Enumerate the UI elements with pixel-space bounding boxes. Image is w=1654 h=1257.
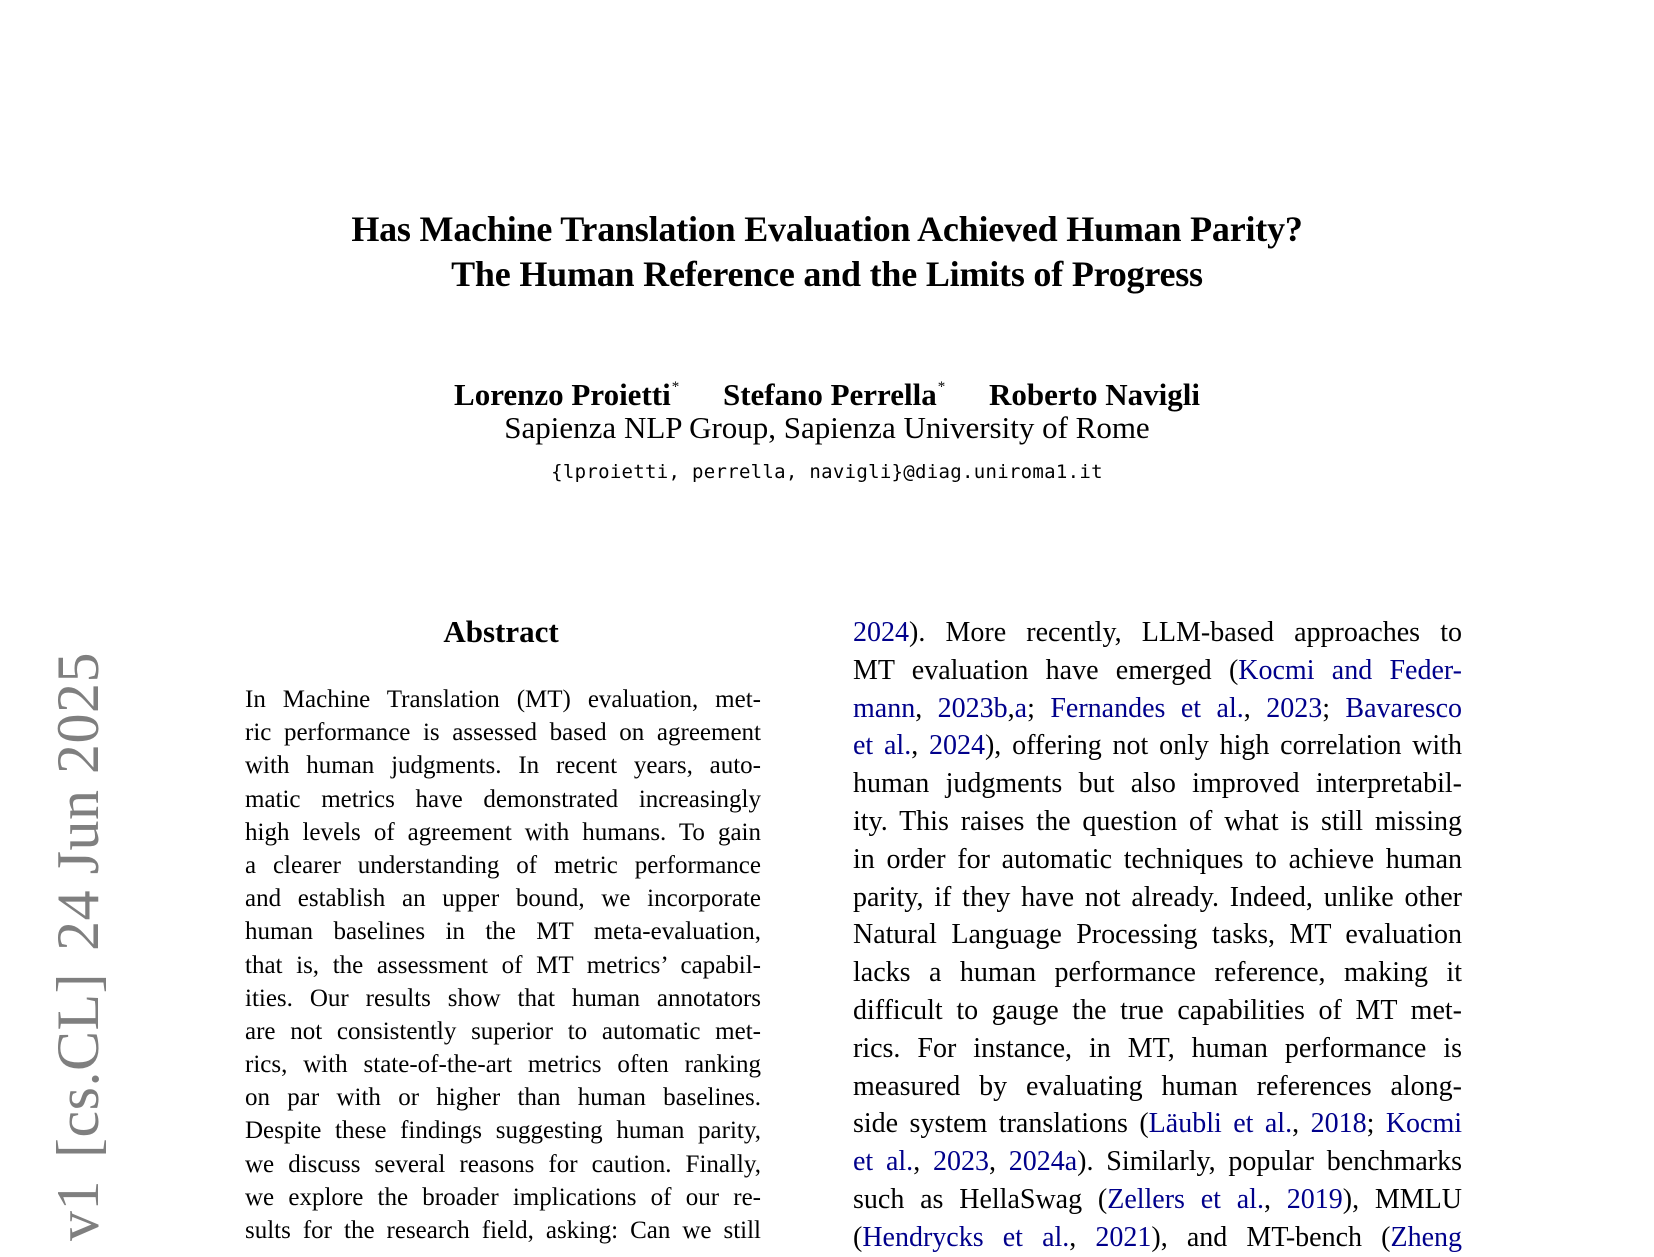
citation-link[interactable]: 2023 (1266, 692, 1323, 724)
citation-link[interactable]: et al. (853, 1146, 914, 1178)
abstract-line: high levels of agreement with humans. To gain (245, 818, 761, 846)
body-text: parity, if they have not already. Indeed, unlike other (853, 881, 1462, 913)
abstract-line: Despite these findings suggesting human parity, (245, 1117, 761, 1145)
body-text: Natural Language Processing tasks, MT evaluation (853, 919, 1462, 951)
author-list (0, 369, 1654, 413)
body-text-line (853, 879, 1462, 917)
abstract-line: rics, with state-of-the-art metrics often ranking (245, 1051, 761, 1079)
abstract-line: and establish an upper bound, we incorporate (245, 885, 761, 913)
body-text-line (853, 1181, 1462, 1219)
body-text-line (853, 992, 1462, 1030)
citation-link[interactable]: et al. (853, 730, 912, 762)
abstract-line: ities. Our results show that human annotators (245, 984, 761, 1012)
body-text: , (915, 692, 938, 724)
citation-link[interactable]: 2024 (928, 730, 985, 762)
body-text: ). More recently, LLM-based approaches to (909, 617, 1462, 648)
abstract-line: we explore the broader implications of our re- (245, 1183, 761, 1211)
citation-link[interactable]: Kocmi and Feder- (1238, 654, 1462, 686)
body-text-line (853, 1030, 1462, 1068)
body-text-line (853, 954, 1462, 992)
body-text: ity. This raises the question of what is still missing (853, 805, 1462, 837)
body-text: , (913, 1146, 933, 1178)
body-text: , (1243, 692, 1267, 724)
equal-contribution-mark: * (671, 379, 680, 395)
citation-link[interactable]: Bavaresco (1345, 692, 1463, 724)
body-text: ( (853, 1221, 863, 1253)
abstract-line: sults for the research field, asking: Can we still (245, 1217, 761, 1244)
citation-link[interactable]: 2018 (1310, 1108, 1367, 1140)
abstract-line: human baselines in the MT meta-evaluation, (245, 918, 761, 946)
body-text-line (853, 1219, 1462, 1257)
abstract-line: are not consistently superior to automatic met- (245, 1017, 761, 1045)
body-text: lacks a human performance reference, making it (853, 957, 1462, 989)
author-name: Lorenzo Proietti (454, 377, 671, 412)
equal-contribution-mark: * (937, 379, 946, 395)
arxiv-date: 24 Jun 2025 (45, 652, 111, 951)
citation-link[interactable]: 2024a (1008, 1146, 1078, 1178)
body-text-line (853, 1105, 1462, 1143)
body-text-line (853, 690, 1462, 728)
body-text: , (1069, 1221, 1096, 1253)
citation-link[interactable]: a (1014, 692, 1028, 724)
body-text: such as HellaSwag ( (853, 1183, 1108, 1215)
author-3 (989, 377, 1200, 413)
abstract-line: we discuss several reasons for caution. Finally, (245, 1150, 761, 1178)
citation-link[interactable]: Hendrycks et al. (862, 1221, 1070, 1253)
abstract-line: matic metrics have demonstrated increasingly (245, 785, 761, 813)
body-text-line (853, 841, 1462, 879)
paper-title (0, 207, 1654, 297)
body-text-line (853, 727, 1462, 765)
citation-link[interactable]: Zellers et al. (1107, 1183, 1264, 1215)
body-text: , (988, 1146, 1009, 1178)
citation-link[interactable]: 2021 (1095, 1221, 1152, 1253)
citation-link[interactable]: 2024 (853, 617, 909, 648)
body-text: MT evaluation have emerged ( (853, 654, 1239, 686)
citation-link[interactable]: 2019 (1286, 1183, 1343, 1215)
citation-link[interactable]: 2023 (932, 1146, 989, 1178)
citation-link[interactable]: Kocmi (1385, 1108, 1463, 1140)
author-name: Stefano Perrella (722, 377, 937, 412)
body-text: , (1292, 1108, 1311, 1140)
author-2 (723, 369, 945, 413)
abstract-heading: Abstract (443, 614, 559, 649)
title-line-1: Has Machine Translation Evaluation Achieved Human Parity? (351, 209, 1303, 249)
body-text: ; (1322, 692, 1346, 724)
body-text: , (911, 730, 929, 762)
citation-link[interactable]: Zheng (1390, 1221, 1463, 1253)
abstract-line: with human judgments. In recent years, auto- (245, 752, 761, 780)
citation-link[interactable]: Läubli et al. (1148, 1108, 1293, 1140)
body-text: , (1007, 692, 1015, 724)
body-text: difficult to gauge the true capabilities of MT met- (853, 994, 1462, 1026)
abstract-line: on par with or higher than human baselines. (245, 1084, 761, 1112)
body-text: human judgments but also improved interpretabil- (853, 768, 1462, 800)
citation-link[interactable]: mann (853, 692, 916, 724)
arxiv-identifier-stamp (45, 630, 111, 1241)
body-text: ), and MT-bench ( (1151, 1221, 1391, 1253)
body-text: ), offering not only high correlation with (984, 730, 1462, 762)
body-text: ; (1027, 692, 1051, 724)
affiliation: Sapienza NLP Group, Sapienza University of Rome (504, 410, 1150, 445)
abstract-line: In Machine Translation (MT) evaluation, met- (245, 686, 761, 713)
body-text: ), MMLU (1342, 1183, 1463, 1215)
abstract-body (245, 683, 761, 1247)
body-text-line (853, 765, 1462, 803)
body-text-line (853, 803, 1462, 841)
arxiv-version: v1 (45, 1180, 111, 1241)
abstract-line: that is, the assessment of MT metrics’ capabil- (245, 951, 761, 979)
abstract-line: a clearer understanding of metric performance (245, 851, 761, 879)
citation-link[interactable]: Fernandes et al. (1050, 692, 1244, 724)
body-text: side system translations ( (853, 1108, 1149, 1140)
abstract-line: ric performance is assessed based on agreement (245, 719, 761, 747)
body-text: ; (1366, 1108, 1386, 1140)
introduction-column (853, 614, 1462, 1257)
body-text: in order for automatic techniques to achieve human (853, 843, 1462, 875)
body-text-line (853, 652, 1462, 690)
body-text-line (853, 614, 1462, 652)
body-text-line (853, 1068, 1462, 1106)
arxiv-category: [cs.CL] (45, 972, 111, 1158)
body-text: , (1263, 1183, 1287, 1215)
citation-link[interactable]: 2023b (937, 692, 1008, 724)
body-text-line (853, 916, 1462, 954)
author-1 (454, 369, 679, 413)
body-text: measured by evaluating human references along- (853, 1070, 1462, 1102)
body-text: ). Similarly, popular benchmarks (1077, 1146, 1462, 1178)
title-line-2: The Human Reference and the Limits of Progress (451, 254, 1203, 294)
author-emails: {lproietti, perrella, navigli}@diag.uniroma1.it (551, 461, 1103, 483)
author-name: Roberto Navigli (988, 377, 1200, 412)
body-text: rics. For instance, in MT, human performance is (853, 1032, 1462, 1064)
body-text-line (853, 1143, 1462, 1181)
